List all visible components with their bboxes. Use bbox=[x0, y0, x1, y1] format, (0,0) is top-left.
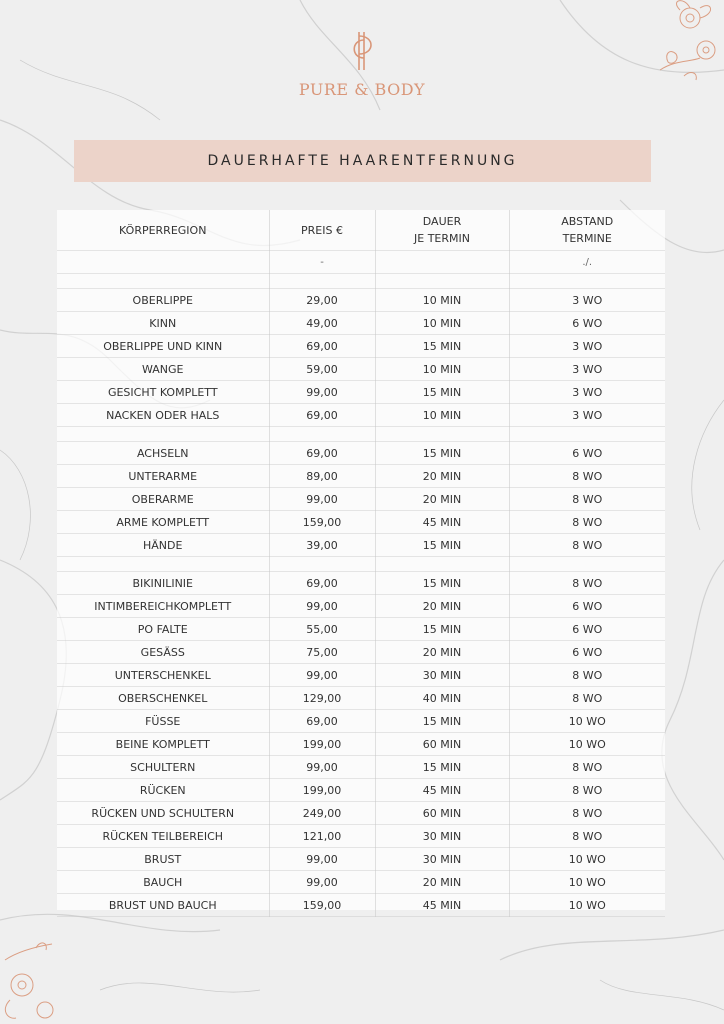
table-row bbox=[57, 871, 665, 894]
spacer-cell bbox=[509, 557, 665, 572]
spacer-cell bbox=[375, 274, 509, 289]
page-title: DAUERHAFTE HAARENTFERNUNG bbox=[207, 153, 518, 169]
table-row bbox=[57, 779, 665, 802]
cell-region: KINN bbox=[57, 312, 269, 335]
cell-interval: 8 WO bbox=[509, 511, 665, 534]
table-row bbox=[57, 618, 665, 641]
cell-duration: 15 MIN bbox=[375, 442, 509, 465]
spacer-cell bbox=[375, 427, 509, 442]
cell-interval: 6 WO bbox=[509, 442, 665, 465]
cell-duration: 10 MIN bbox=[375, 404, 509, 427]
cell-price: 49,00 bbox=[269, 312, 375, 335]
subheader-interval: ./. bbox=[509, 251, 665, 274]
price-table-panel bbox=[57, 210, 665, 910]
cell-region: OBERSCHENKEL bbox=[57, 687, 269, 710]
cell-region: RÜCKEN bbox=[57, 779, 269, 802]
cell-interval: 6 WO bbox=[509, 618, 665, 641]
cell-price: 99,00 bbox=[269, 595, 375, 618]
brand-logo bbox=[290, 30, 434, 99]
table-spacer-row bbox=[57, 557, 665, 572]
cell-region: BAUCH bbox=[57, 871, 269, 894]
table-subheader-row bbox=[57, 251, 665, 274]
spacer-cell bbox=[269, 427, 375, 442]
header-interval-line1: ABSTAND bbox=[561, 215, 614, 228]
cell-region: INTIMBEREICHKOMPLETT bbox=[57, 595, 269, 618]
cell-region: RÜCKEN TEILBEREICH bbox=[57, 825, 269, 848]
subheader-region bbox=[57, 251, 269, 274]
title-band bbox=[74, 140, 651, 182]
table-row bbox=[57, 534, 665, 557]
cell-interval: 10 WO bbox=[509, 848, 665, 871]
cell-price: 69,00 bbox=[269, 335, 375, 358]
header-interval bbox=[509, 210, 665, 251]
spacer-cell bbox=[57, 427, 269, 442]
cell-region: HÄNDE bbox=[57, 534, 269, 557]
cell-duration: 30 MIN bbox=[375, 664, 509, 687]
cell-interval: 6 WO bbox=[509, 312, 665, 335]
table-row bbox=[57, 756, 665, 779]
spacer-cell bbox=[509, 427, 665, 442]
cell-price: 99,00 bbox=[269, 871, 375, 894]
cell-duration: 15 MIN bbox=[375, 618, 509, 641]
spacer-cell bbox=[57, 557, 269, 572]
cell-interval: 6 WO bbox=[509, 641, 665, 664]
table-spacer-row bbox=[57, 427, 665, 442]
table-row bbox=[57, 488, 665, 511]
cell-interval: 8 WO bbox=[509, 664, 665, 687]
cell-duration: 45 MIN bbox=[375, 894, 509, 917]
cell-duration: 15 MIN bbox=[375, 534, 509, 557]
price-table bbox=[57, 210, 665, 917]
cell-duration: 40 MIN bbox=[375, 687, 509, 710]
header-duration-line2: JE TERMIN bbox=[414, 232, 470, 245]
cell-region: GESICHT KOMPLETT bbox=[57, 381, 269, 404]
cell-interval: 3 WO bbox=[509, 289, 665, 312]
table-row bbox=[57, 312, 665, 335]
cell-interval: 3 WO bbox=[509, 358, 665, 381]
cell-duration: 15 MIN bbox=[375, 572, 509, 595]
cell-duration: 20 MIN bbox=[375, 641, 509, 664]
cell-region: OBERLIPPE UND KINN bbox=[57, 335, 269, 358]
spacer-cell bbox=[269, 274, 375, 289]
cell-region: BEINE KOMPLETT bbox=[57, 733, 269, 756]
cell-interval: 8 WO bbox=[509, 687, 665, 710]
cell-price: 159,00 bbox=[269, 511, 375, 534]
spacer-cell bbox=[375, 557, 509, 572]
cell-interval: 8 WO bbox=[509, 572, 665, 595]
cell-duration: 60 MIN bbox=[375, 802, 509, 825]
cell-duration: 60 MIN bbox=[375, 733, 509, 756]
table-row bbox=[57, 358, 665, 381]
cell-duration: 45 MIN bbox=[375, 779, 509, 802]
cell-interval: 10 WO bbox=[509, 871, 665, 894]
brand-name: PURE & BODY bbox=[298, 80, 426, 99]
cell-interval: 8 WO bbox=[509, 825, 665, 848]
cell-duration: 45 MIN bbox=[375, 511, 509, 534]
table-row bbox=[57, 848, 665, 871]
spacer-cell bbox=[509, 274, 665, 289]
cell-duration: 30 MIN bbox=[375, 848, 509, 871]
cell-region: BIKINILINIE bbox=[57, 572, 269, 595]
cell-interval: 10 WO bbox=[509, 710, 665, 733]
cell-region: SCHULTERN bbox=[57, 756, 269, 779]
cell-price: 199,00 bbox=[269, 733, 375, 756]
cell-price: 99,00 bbox=[269, 381, 375, 404]
cell-region: UNTERARME bbox=[57, 465, 269, 488]
logo-monogram-icon bbox=[347, 30, 377, 72]
cell-price: 121,00 bbox=[269, 825, 375, 848]
table-row bbox=[57, 289, 665, 312]
cell-duration: 15 MIN bbox=[375, 335, 509, 358]
table-row bbox=[57, 572, 665, 595]
spacer-cell bbox=[269, 557, 375, 572]
table-row bbox=[57, 894, 665, 917]
header-duration bbox=[375, 210, 509, 251]
table-row bbox=[57, 381, 665, 404]
cell-duration: 20 MIN bbox=[375, 488, 509, 511]
cell-region: OBERLIPPE bbox=[57, 289, 269, 312]
spacer-cell bbox=[57, 274, 269, 289]
cell-region: NACKEN ODER HALS bbox=[57, 404, 269, 427]
table-row bbox=[57, 733, 665, 756]
header-duration-line1: DAUER bbox=[422, 215, 462, 228]
table-row bbox=[57, 710, 665, 733]
table-spacer-row bbox=[57, 274, 665, 289]
cell-price: 159,00 bbox=[269, 894, 375, 917]
cell-interval: 8 WO bbox=[509, 488, 665, 511]
cell-interval: 3 WO bbox=[509, 335, 665, 358]
cell-interval: 3 WO bbox=[509, 381, 665, 404]
cell-duration: 20 MIN bbox=[375, 595, 509, 618]
cell-region: RÜCKEN UND SCHULTERN bbox=[57, 802, 269, 825]
cell-duration: 15 MIN bbox=[375, 756, 509, 779]
cell-duration: 15 MIN bbox=[375, 710, 509, 733]
cell-price: 199,00 bbox=[269, 779, 375, 802]
cell-price: 39,00 bbox=[269, 534, 375, 557]
cell-duration: 20 MIN bbox=[375, 465, 509, 488]
header-price: PREIS € bbox=[269, 210, 375, 251]
cell-region: FÜSSE bbox=[57, 710, 269, 733]
cell-region: WANGE bbox=[57, 358, 269, 381]
cell-interval: 8 WO bbox=[509, 779, 665, 802]
cell-interval: 8 WO bbox=[509, 534, 665, 557]
cell-price: 69,00 bbox=[269, 572, 375, 595]
cell-interval: 6 WO bbox=[509, 595, 665, 618]
cell-interval: 3 WO bbox=[509, 404, 665, 427]
table-row bbox=[57, 335, 665, 358]
cell-price: 69,00 bbox=[269, 710, 375, 733]
cell-interval: 8 WO bbox=[509, 465, 665, 488]
cell-price: 75,00 bbox=[269, 641, 375, 664]
table-row bbox=[57, 595, 665, 618]
cell-region: GESÄSS bbox=[57, 641, 269, 664]
cell-region: ARME KOMPLETT bbox=[57, 511, 269, 534]
header-region: KÖRPERREGION bbox=[57, 210, 269, 251]
cell-interval: 10 WO bbox=[509, 733, 665, 756]
cell-region: PO FALTE bbox=[57, 618, 269, 641]
cell-price: 249,00 bbox=[269, 802, 375, 825]
cell-duration: 30 MIN bbox=[375, 825, 509, 848]
cell-price: 69,00 bbox=[269, 442, 375, 465]
cell-region: OBERARME bbox=[57, 488, 269, 511]
cell-price: 29,00 bbox=[269, 289, 375, 312]
table-row bbox=[57, 404, 665, 427]
table-row bbox=[57, 825, 665, 848]
cell-duration: 15 MIN bbox=[375, 381, 509, 404]
cell-price: 99,00 bbox=[269, 488, 375, 511]
cell-interval: 8 WO bbox=[509, 756, 665, 779]
cell-duration: 10 MIN bbox=[375, 289, 509, 312]
cell-duration: 10 MIN bbox=[375, 358, 509, 381]
cell-region: ACHSELN bbox=[57, 442, 269, 465]
cell-price: 69,00 bbox=[269, 404, 375, 427]
table-row bbox=[57, 664, 665, 687]
table-row bbox=[57, 465, 665, 488]
cell-price: 99,00 bbox=[269, 756, 375, 779]
cell-duration: 10 MIN bbox=[375, 312, 509, 335]
table-row bbox=[57, 687, 665, 710]
cell-interval: 8 WO bbox=[509, 802, 665, 825]
cell-region: BRUST UND BAUCH bbox=[57, 894, 269, 917]
subheader-price: - bbox=[269, 251, 375, 274]
header-interval-line2: TERMINE bbox=[562, 232, 612, 245]
table-row bbox=[57, 802, 665, 825]
cell-price: 55,00 bbox=[269, 618, 375, 641]
cell-price: 129,00 bbox=[269, 687, 375, 710]
cell-interval: 10 WO bbox=[509, 894, 665, 917]
table-row bbox=[57, 442, 665, 465]
cell-region: BRUST bbox=[57, 848, 269, 871]
cell-duration: 20 MIN bbox=[375, 871, 509, 894]
cell-price: 99,00 bbox=[269, 664, 375, 687]
table-header-row bbox=[57, 210, 665, 251]
cell-price: 89,00 bbox=[269, 465, 375, 488]
cell-region: UNTERSCHENKEL bbox=[57, 664, 269, 687]
subheader-duration bbox=[375, 251, 509, 274]
table-row bbox=[57, 641, 665, 664]
cell-price: 59,00 bbox=[269, 358, 375, 381]
table-row bbox=[57, 511, 665, 534]
cell-price: 99,00 bbox=[269, 848, 375, 871]
